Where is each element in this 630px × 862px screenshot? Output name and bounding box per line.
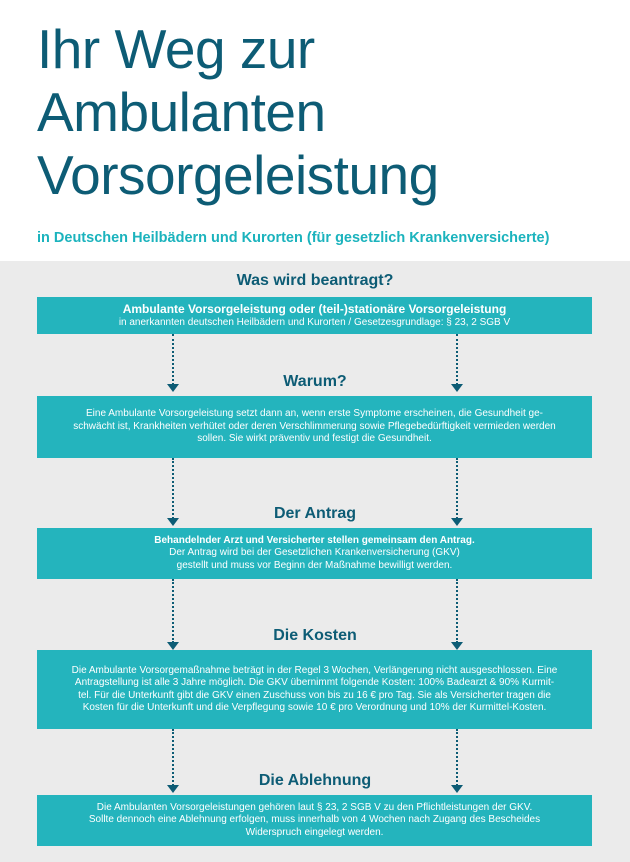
box-die-kosten (37, 650, 592, 729)
box-line: gestellt und muss vor Beginn der Maßnahme bewilligt werden. (176, 559, 453, 571)
title-line: Ambulanten (37, 81, 326, 143)
box-warum (37, 396, 592, 458)
box-line: Der Antrag wird bei der Gesetzlichen Krankenversicherung (GKV) (169, 547, 460, 559)
box-line: Eine Ambulante Vorsorgeleistung setzt dann an, wenn erste Symptome erscheinen, die Gesundheit ge- (86, 408, 543, 420)
heading-der-antrag: Der Antrag (273, 505, 357, 522)
box-line: Behandelnder Arzt und Versicherter stellen gemeinsam den Antrag. (154, 534, 475, 546)
box-line: Sollte dennoch eine Ablehnung erfolgen, muss innerhalb von 4 Wochen nach Zugang des Bescheides (88, 814, 541, 826)
box-line: Die Ambulanten Vorsorgeleistungen gehören laut § 23, 2 SGB V zu den Pflichtleistungen der GKV. (96, 801, 533, 813)
box-line: Antragstellung ist alle 3 Jahre möglich. Die GKV übernimmt folgende Kosten: 100% Badearzt & 90% Kurmit- (74, 677, 555, 688)
box-line: sollen. Sie wirkt präventiv und festigt die Gesundheit. (197, 433, 432, 445)
box-line: in anerkannten deutschen Heilbädern und Kurorten / Gesetzesgrundlage: § 23, 2 SGB V (118, 316, 511, 328)
heading-die-ablehnung: Die Ablehnung (258, 772, 372, 789)
heading-warum: Warum? (283, 373, 347, 390)
page-subtitle: in Deutschen Heilbädern und Kurorten (für gesetzlich Krankenversicherte) (37, 230, 550, 246)
title-line: Vorsorgeleistung (37, 144, 439, 206)
heading-was-wird-beantragt: Was wird beantragt? (236, 272, 394, 289)
heading-die-kosten: Die Kosten (273, 627, 357, 644)
box-line: schwächt ist, Krankheiten verhütet oder deren Verschlimmerung sowie Pflegebedürftigkeit vermieden werden (73, 420, 556, 432)
box-line: Die Ambulante Vorsorgemaßnahme beträgt in der Regel 3 Wochen, Verlängerung nicht ausgeschlossen. Eine (71, 664, 558, 676)
box-line: Widerspruch eingelegt werden. (245, 826, 384, 838)
box-line: Kosten für die Unterkunft und die Verpflegung sowie 10 € pro Verordnung und 10% der Kurmittel-Kosten. (82, 702, 547, 713)
box-was-wird-beantragt (37, 297, 592, 334)
box-der-antrag (37, 528, 592, 579)
box-line: tel. Für die Unterkunft gibt die GKV einen Zuschuss von bis zu 16 € pro Tag. Sie als Versicherter tragen die (78, 689, 551, 701)
title-line: Ihr Weg zur (37, 18, 315, 80)
box-line: Ambulante Vorsorgeleistung oder (teil-)stationäre Vorsorgeleistung (122, 301, 507, 316)
page-title (37, 18, 617, 207)
box-die-ablehnung (37, 795, 592, 846)
